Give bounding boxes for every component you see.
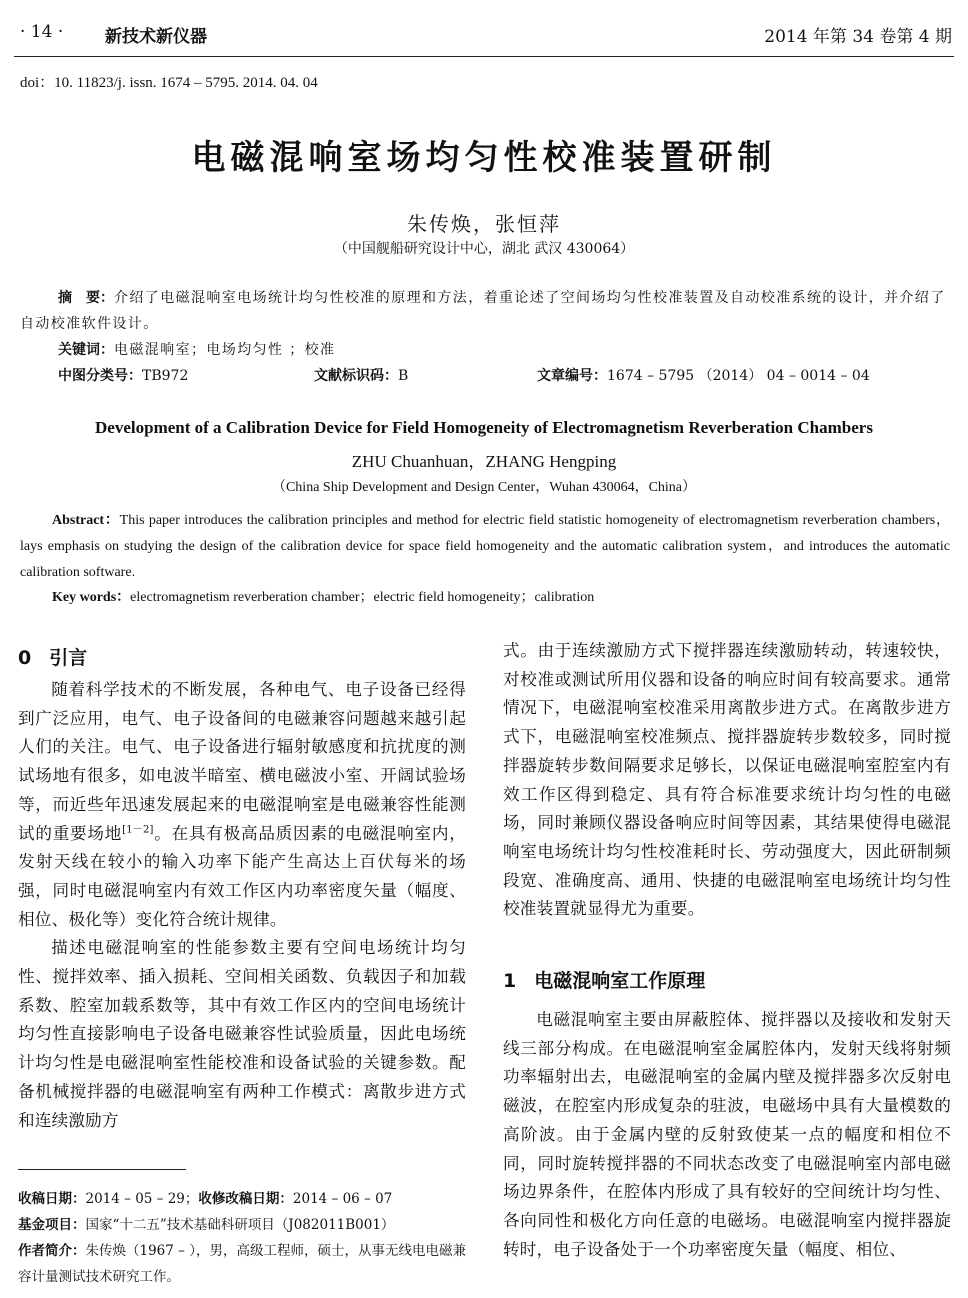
clc-number: [58, 365, 188, 385]
abstract-zh-label: 摘 要：: [58, 290, 114, 306]
received-value: 2014 – 05 – 29；: [85, 1191, 199, 1207]
issue-info: 2014 年第 34 卷第 4 期: [764, 27, 952, 47]
english-keywords-label: Key words：: [52, 590, 131, 605]
fund-value: 国家“十二五”技术基础科研项目（J082011B001）: [85, 1217, 395, 1233]
clc-value: TB972: [142, 368, 189, 384]
header-rule: [14, 56, 954, 57]
clc-label: 中图分类号：: [58, 368, 142, 384]
fund-label: 基金项目：: [18, 1217, 86, 1233]
abstract-zh-text: 介绍了电磁混响室电场统计均匀性校准的原理和方法，着重论述了空间场均匀性校准装置及自动校准系统的设计，并介绍了自动校准软件设计。: [20, 290, 946, 332]
english-abstract-text: This paper introduces the calibration principles and method for electric field statistic homogeneity of electromagnetism reverberation chambers，lays emphasis on studying the design of the calibration device for space field homogeneity and the automatic calibration system，and introduces the automatic calibration software.: [20, 513, 950, 580]
article-number: [537, 365, 870, 385]
english-keywords-text: electromagnetism reverberation chamber；electric field homogeneity；calibration: [130, 590, 595, 605]
section-0-number: 0: [18, 647, 32, 669]
section-0-heading: [18, 643, 87, 670]
english-title: Development of a Calibration Device for Field Homogeneity of Electromagnetism Reverberation Chambers: [95, 418, 873, 437]
intro-paragraph-3: 式。由于连续激励方式下搅拌器连续激励转动，转速较快，对校准或测试所用仪器和设备的响应时间有较高要求。通常情况下，电磁混响室校准采用离散步进方式。在离散步进方式下，电磁混响室校准频点、搅拌器旋转步数较多，同时搅拌器旋转步数间隔要求足够长，以保证电磁混响室腔室内有效工作区得到稳定、具有符合标准要求统计均匀性的电磁场，同时兼顾仪器设备响应时间等因素，其结果使得电磁混响室电场统计均匀性校准耗时长、劳动强度大，因此研制频段宽、准确度高、通用、快捷的电磁混响室电场统计均匀性校准装置就显得尤为重要。: [503, 641, 951, 919]
doi: doi：10. 11823/j. issn. 1674 – 5795. 2014. 04. 04: [20, 75, 318, 91]
footnote-author: [18, 1238, 468, 1290]
footnote-dates: [18, 1186, 468, 1212]
intro-p1-text: 随着科学技术的不断发展，各种电气、电子设备已经得到广泛应用，电气、电子设备间的电磁兼容问题越来越引起人们的关注。电气、电子设备进行辐射敏感度和抗扰度的测试场地有很多，如电波半暗室、横电磁波小室、开阔试验场等，而近些年迅速发展起来的电磁混响室是电磁兼容性能测试的重要场地: [18, 680, 466, 843]
english-abstract-label: Abstract：: [52, 513, 120, 528]
intro-paragraph-1: [18, 676, 466, 934]
right-column: [503, 637, 951, 924]
english-abstract: [20, 508, 950, 586]
doc-value: B: [398, 368, 409, 384]
english-keywords: [52, 586, 594, 606]
paper-title: 电磁混响室场均匀性校准装置研制: [191, 138, 777, 178]
section-1-title: 电磁混响室工作原理: [534, 970, 706, 992]
english-authors: ZHU Chuanhuan，ZHANG Hengping: [351, 452, 617, 471]
citation: [1－2]: [122, 823, 154, 835]
left-column: [18, 676, 466, 1135]
footnote-fund: [18, 1212, 468, 1238]
intro-paragraph-2: 描述电磁混响室的性能参数主要有空间电场统计均匀性、搅拌效率、插入损耗、空间相关函数、负载因子和加载系数、腔室加载系数等，其中有效工作区内的空间电场统计均匀性直接影响电子设备电磁兼容性试验质量，因此电场统计均匀性是电磁混响室性能校准和设备试验的关键参数。配备机械搅拌器的电磁混响室有两种工作模式：离散步进方式和连续激励方: [18, 938, 466, 1130]
keywords-zh-label: 关键词：: [58, 342, 114, 358]
revised-value: 2014 – 06 – 07: [292, 1191, 393, 1207]
author-bio-label: 作者简介：: [18, 1243, 86, 1259]
doc-label: 文献标识码：: [314, 368, 398, 384]
article-label: 文章编号：: [537, 368, 607, 384]
page-number: · 14 ·: [20, 22, 64, 42]
section-1-number: 1: [503, 970, 517, 992]
author-bio-value: 朱传焕（1967 – ），男，高级工程师，硕士，从事无线电电磁兼容计量测试技术研究工作。: [18, 1243, 466, 1285]
footnote-rule: [18, 1169, 186, 1170]
english-affiliation: （China Ship Development and Design Center，Wuhan 430064，China）: [271, 480, 697, 495]
authors: 朱传焕，张恒萍: [407, 212, 561, 236]
affiliation: （中国舰船研究设计中心，湖北 武汉 430064）: [333, 241, 635, 257]
abstract-zh: [20, 285, 948, 337]
right-column-section-1: [503, 1006, 951, 1264]
journal-name: 新技术新仪器: [105, 27, 207, 47]
intro-p1-rest: 。在具有极高品质因素的电磁混响室内，发射天线在较小的输入功率下能产生高达上百伏每米的场强，同时电磁混响室内有效工作区内功率密度矢量（幅度、相位、极化等）变化符合统计规律。: [18, 823, 466, 929]
section-1-heading: [503, 966, 705, 993]
doc-code: [314, 365, 408, 385]
keywords-zh-text: 电磁混响室；电场均匀性 ；校准: [114, 342, 336, 358]
article-value: 1674 – 5795 （2014） 04 – 0014 – 04: [607, 368, 870, 384]
keywords-zh: [58, 339, 335, 359]
received-label: 收稿日期：: [18, 1191, 86, 1207]
section-0-title: 引言: [49, 647, 88, 669]
footnote: [18, 1186, 468, 1290]
revised-label: 收修改稿日期：: [198, 1191, 293, 1207]
principle-paragraph-1: 电磁混响室主要由屏蔽腔体、搅拌器以及接收和发射天线三部分构成。在电磁混响室金属腔体内，发射天线将射频功率辐射出去，电磁混响室的金属内壁及搅拌器多次反射电磁波，在腔室内形成复杂的驻波，电磁场中具有大量模数的高阶波。由于金属内壁的反射致使某一点的幅度和相位不同，同时旋转搅拌器的不同状态改变了电磁混响室内部电磁场边界条件，在腔体内形成了具有较好的空间统计均匀性、各向同性和极化方向任意的电磁场。电磁混响室内搅拌器旋转时，电子设备处于一个功率密度矢量（幅度、相位、: [503, 1010, 951, 1259]
